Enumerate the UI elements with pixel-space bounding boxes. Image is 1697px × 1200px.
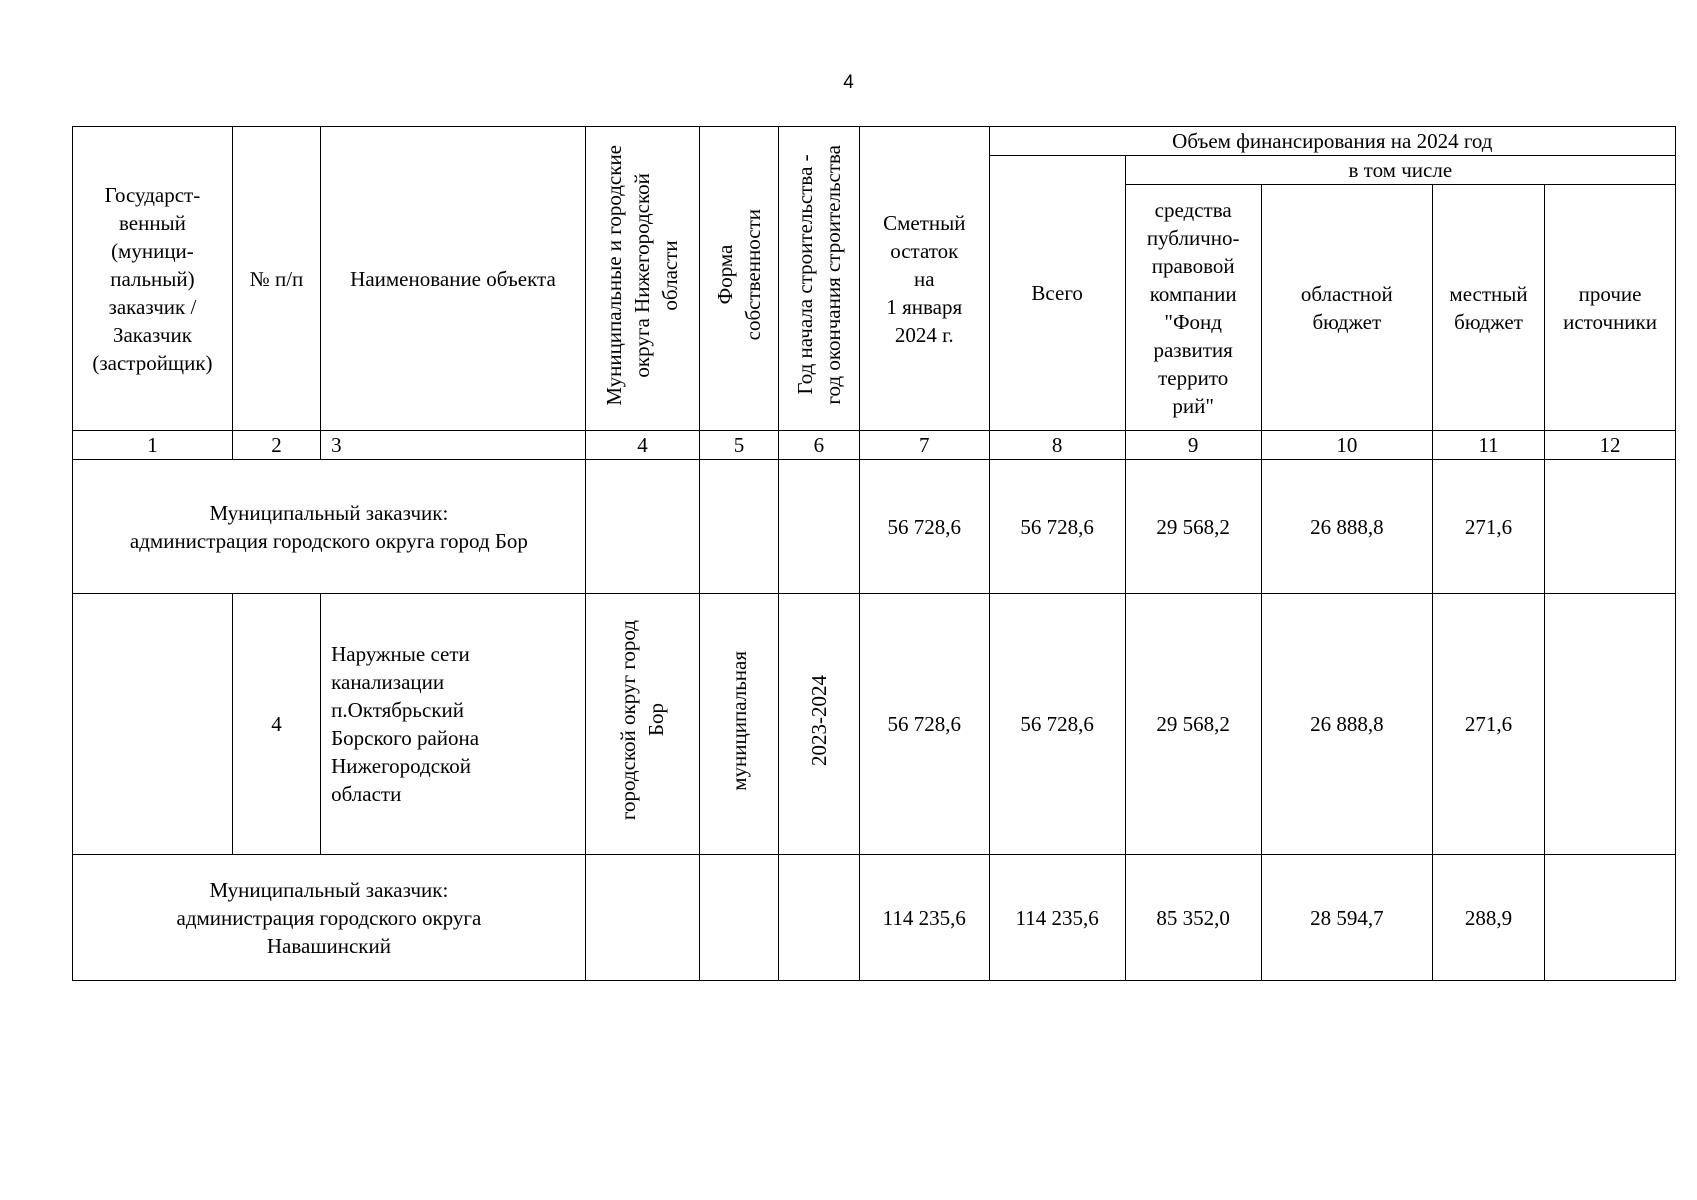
estimate-value: 56 728,6 xyxy=(859,460,989,594)
fund-value: 29 568,2 xyxy=(1125,594,1261,855)
column-number: 6 xyxy=(778,431,859,460)
regional-value: 26 888,8 xyxy=(1261,594,1432,855)
regional-value: 28 594,7 xyxy=(1261,855,1432,981)
object-num: 4 xyxy=(232,594,320,855)
object-row xyxy=(73,594,1676,855)
header-total: Всего xyxy=(989,156,1125,431)
customer-name: Муниципальный заказчик: администрация городского округа город Бор xyxy=(73,460,586,594)
other-value xyxy=(1545,460,1676,594)
customer-name: Муниципальный заказчик: администрация городского округа Навашинский xyxy=(73,855,586,981)
fund-value: 29 568,2 xyxy=(1125,460,1261,594)
column-number: 3 xyxy=(321,431,586,460)
header-financing-title: Объем финансирования на 2024 год xyxy=(989,127,1675,156)
financing-table xyxy=(72,126,1676,981)
page-number: 4 xyxy=(843,72,854,93)
object-years-text: 2023-2024 xyxy=(806,675,831,766)
header-customer: Государст- венный (муници- пальный) заказчик / Заказчик (застройщик) xyxy=(73,127,233,431)
estimate-value: 114 235,6 xyxy=(859,855,989,981)
customer-row-navashinsky xyxy=(73,855,1676,981)
customer-row-bor xyxy=(73,460,1676,594)
column-number: 11 xyxy=(1432,431,1544,460)
header-municipality xyxy=(585,127,699,431)
empty-cell xyxy=(778,855,859,981)
object-name: Наружные сети канализации п.Октябрьский Борского района Нижегородской области xyxy=(321,594,586,855)
header-regional: областной бюджет xyxy=(1261,185,1432,431)
header-years-text: Год начала строительства - год окончания строительства xyxy=(792,145,845,405)
header-ownership-text: Форма собственности xyxy=(712,209,765,341)
header-municipality-text: Муниципальные и городские округа Нижегородской области xyxy=(602,144,683,406)
estimate-value: 56 728,6 xyxy=(859,594,989,855)
other-value xyxy=(1545,855,1676,981)
header-local: местный бюджет xyxy=(1432,185,1544,431)
column-number: 2 xyxy=(232,431,320,460)
empty-cell xyxy=(73,594,233,855)
empty-cell xyxy=(585,460,699,594)
header-other: прочие источники xyxy=(1545,185,1676,431)
column-number: 7 xyxy=(859,431,989,460)
fund-value: 85 352,0 xyxy=(1125,855,1261,981)
header-estimate: Сметный остаток на 1 января 2024 г. xyxy=(859,127,989,431)
header-fund: средства публично- правовой компании "Фонд развития террито рий" xyxy=(1125,185,1261,431)
column-number: 9 xyxy=(1125,431,1261,460)
header-ownership xyxy=(700,127,779,431)
object-years xyxy=(778,594,859,855)
column-number: 10 xyxy=(1261,431,1432,460)
column-number: 1 xyxy=(73,431,233,460)
total-value: 114 235,6 xyxy=(989,855,1125,981)
column-number: 12 xyxy=(1545,431,1676,460)
local-value: 271,6 xyxy=(1432,594,1544,855)
total-value: 56 728,6 xyxy=(989,460,1125,594)
object-ownership xyxy=(700,594,779,855)
header-num: № п/п xyxy=(232,127,320,431)
header-row-1 xyxy=(73,127,1676,156)
empty-cell xyxy=(778,460,859,594)
local-value: 288,9 xyxy=(1432,855,1544,981)
column-number-row xyxy=(73,431,1676,460)
local-value: 271,6 xyxy=(1432,460,1544,594)
header-including: в том числе xyxy=(1125,156,1675,185)
column-number: 5 xyxy=(700,431,779,460)
object-ownership-text: муниципальная xyxy=(726,650,751,791)
empty-cell xyxy=(700,460,779,594)
column-number: 4 xyxy=(585,431,699,460)
empty-cell xyxy=(700,855,779,981)
other-value xyxy=(1545,594,1676,855)
column-number: 8 xyxy=(989,431,1125,460)
total-value: 56 728,6 xyxy=(989,594,1125,855)
object-municipality xyxy=(585,594,699,855)
header-years xyxy=(778,127,859,431)
object-municipality-text: городской округ город Бор xyxy=(616,620,669,821)
regional-value: 26 888,8 xyxy=(1261,460,1432,594)
header-object-name: Наименование объекта xyxy=(321,127,586,431)
empty-cell xyxy=(585,855,699,981)
